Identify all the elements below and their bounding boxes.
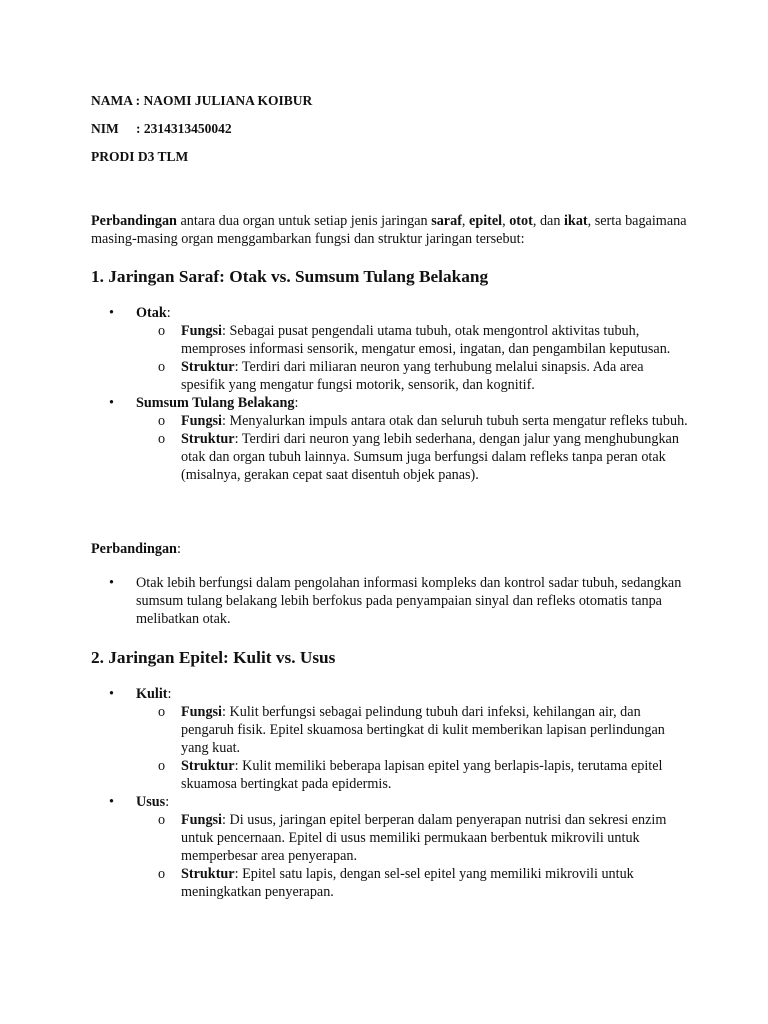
colon: :	[166, 305, 171, 321]
nim-label: NIM	[91, 121, 119, 136]
intro-text-5: , serta bagaimana masing-masing organ menggambarkan fungsi dan struktur jaringan tersebut:	[91, 213, 687, 247]
study-program: PRODI D3 TLM	[91, 149, 189, 164]
bullet-icon: •	[109, 575, 114, 591]
student-nim	[91, 120, 232, 138]
sub-list	[136, 322, 691, 394]
comparison-text: Otak lebih berfungsi dalam pengolahan informasi kompleks dan kontrol sadar tubuh, sedangkan sumsum tulang belakang lebih berfokus pada penyampaian sinyal dan refleks otomatis tanpa melibatkan otak.	[136, 575, 682, 627]
struktur-label: Struktur	[181, 431, 235, 447]
circle-bullet-icon: o	[158, 413, 166, 429]
list-item	[91, 793, 691, 901]
circle-bullet-icon: o	[158, 758, 166, 774]
sub-list	[136, 412, 691, 484]
struktur-text: : Terdiri dari neuron yang lebih sederhana, dengan jalur yang menghubungkan otak dan organ tubuh lainnya. Sumsum juga berfungsi dalam refleks tanpa peran otak (misalnya, gerakan cepat saat disentuh objek panas).	[181, 431, 679, 483]
fungsi-text: : Kulit berfungsi sebagai pelindung tubuh dari infeksi, kehilangan air, dan pengaruh fisik. Epitel skuamosa bertingkat di kulit memberikan lapisan perlindungan yang kuat.	[181, 704, 665, 756]
fungsi-label: Fungsi	[181, 323, 223, 339]
nim-value: : 2314313450042	[136, 121, 232, 136]
intro-text-2: ,	[461, 213, 470, 229]
sub-list	[136, 811, 691, 901]
sub-list-item	[136, 322, 691, 358]
struktur-label: Struktur	[181, 359, 235, 375]
section-2-heading: 2. Jaringan Epitel: Kulit vs. Usus	[91, 648, 336, 667]
sub-list-item	[136, 703, 691, 757]
struktur-text: : Kulit memiliki beberapa lapisan epitel yang berlapis-lapis, terutama epitel skuamosa bertingkat pada epidermis.	[181, 758, 663, 792]
fungsi-label: Fungsi	[181, 413, 223, 429]
sub-list-item	[136, 811, 691, 865]
circle-bullet-icon: o	[158, 866, 166, 882]
organ-name: Kulit	[136, 686, 168, 702]
colon: :	[176, 541, 181, 557]
circle-bullet-icon: o	[158, 323, 166, 339]
colon: :	[294, 395, 299, 411]
section-1-organ-list	[91, 304, 691, 484]
circle-bullet-icon: o	[158, 704, 166, 720]
comparison-label	[91, 540, 181, 558]
struktur-text: : Epitel satu lapis, dengan sel-sel epitel yang memiliki mikrovili untuk meningkatkan penyerapan.	[181, 866, 634, 900]
comparison-list	[91, 574, 691, 628]
circle-bullet-icon: o	[158, 359, 166, 375]
intro-text-1: antara dua organ untuk setiap jenis jaringan	[176, 213, 432, 229]
fungsi-text: : Di usus, jaringan epitel berperan dalam penyerapan nutrisi dan sekresi enzim untuk pencernaan. Epitel di usus memiliki permukaan berbentuk mikrovili untuk memperbesar area penyerapan.	[181, 812, 667, 864]
intro-bold-3: epitel	[469, 213, 503, 229]
intro-text-4: , dan	[532, 213, 564, 229]
organ-name: Otak	[136, 305, 167, 321]
intro-bold-4: otot	[509, 213, 533, 229]
fungsi-label: Fungsi	[181, 812, 223, 828]
intro-text-3: ,	[502, 213, 510, 229]
intro-paragraph	[91, 212, 691, 248]
circle-bullet-icon: o	[158, 431, 166, 447]
circle-bullet-icon: o	[158, 812, 166, 828]
bullet-icon: •	[109, 686, 114, 702]
student-name: NAMA : NAOMI JULIANA KOIBUR	[91, 93, 313, 108]
sub-list	[136, 703, 691, 793]
colon: :	[167, 686, 172, 702]
list-item	[91, 685, 691, 793]
sub-list-item	[136, 865, 691, 901]
bullet-icon: •	[109, 794, 114, 810]
list-item	[91, 394, 691, 484]
intro-bold-5: ikat	[563, 213, 588, 229]
struktur-label: Struktur	[181, 758, 235, 774]
fungsi-label: Fungsi	[181, 704, 223, 720]
fungsi-text: : Sebagai pusat pengendali utama tubuh, otak mengontrol aktivitas tubuh, memproses informasi sensorik, mengatur emosi, ingatan, dan pengambilan keputusan.	[181, 323, 671, 357]
organ-name: Sumsum Tulang Belakang	[136, 395, 295, 411]
section-1-heading: 1. Jaringan Saraf: Otak vs. Sumsum Tulang Belakang	[91, 267, 489, 286]
struktur-label: Struktur	[181, 866, 235, 882]
fungsi-text: : Menyalurkan impuls antara otak dan seluruh tubuh serta mengatur refleks tubuh.	[222, 413, 688, 429]
list-item	[91, 574, 691, 628]
bullet-icon: •	[109, 395, 114, 411]
intro-bold-1: Perbandingan	[91, 213, 177, 229]
bullet-icon: •	[109, 305, 114, 321]
struktur-text: : Terdiri dari miliaran neuron yang terhubung melalui sinapsis. Ada area spesifik yang mengatur fungsi motorik, sensorik, dan kognitif.	[181, 359, 644, 393]
list-item	[91, 304, 691, 394]
colon: :	[165, 794, 170, 810]
section-2-organ-list	[91, 685, 691, 901]
sub-list-item	[136, 430, 691, 484]
intro-bold-2: saraf	[431, 213, 462, 229]
sub-list-item	[136, 757, 691, 793]
organ-name: Usus	[136, 794, 166, 810]
comparison-label-text: Perbandingan	[91, 541, 177, 557]
sub-list-item	[136, 358, 691, 394]
sub-list-item	[136, 412, 691, 430]
